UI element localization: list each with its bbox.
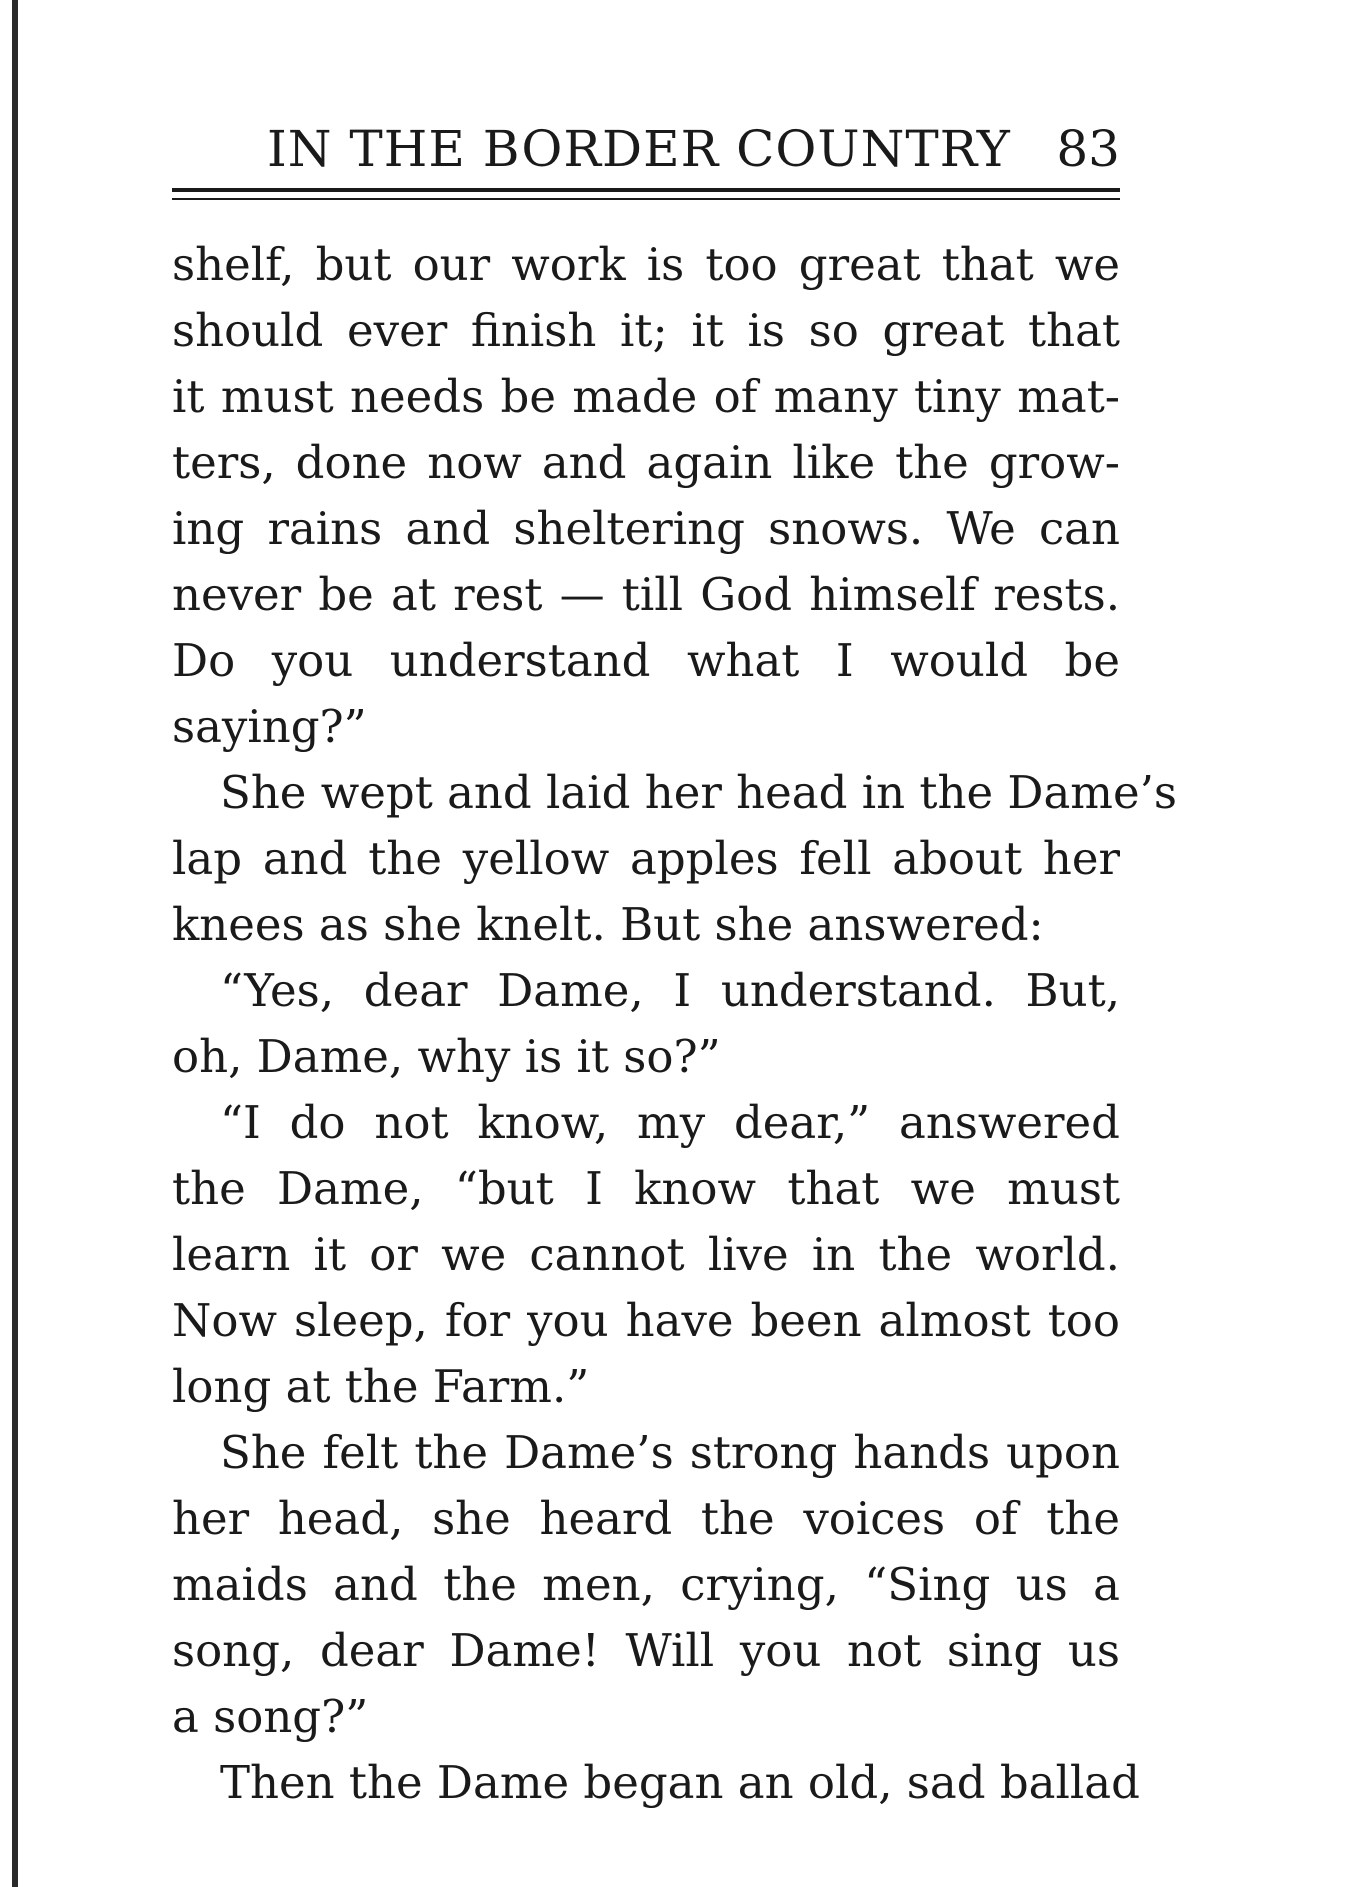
text-line: ters, done now and again like the grow-: [172, 436, 1120, 489]
text-line: a song?”: [172, 1690, 369, 1743]
text-line: shelf, but our work is too great that we: [172, 238, 1120, 291]
text-line: Now sleep, for you have been almost too: [172, 1294, 1120, 1347]
page-number: 83: [1056, 120, 1120, 178]
text-line: song, dear Dame! Will you not sing us: [172, 1624, 1120, 1677]
text-line: Do you understand what I would be: [172, 634, 1120, 687]
text-line: the Dame, “but I know that we must: [172, 1162, 1120, 1215]
text-line: it must needs be made of many tiny mat-: [172, 370, 1120, 423]
header-rule-thick: [172, 188, 1120, 192]
text-line: Then the Dame began an old, sad ballad: [220, 1756, 1140, 1809]
text-line: “Yes, dear Dame, I understand. But,: [220, 964, 1120, 1017]
body-text: [172, 232, 1177, 1816]
text-line: learn it or we cannot live in the world.: [172, 1228, 1120, 1281]
header-rule-thin: [172, 198, 1120, 200]
text-line: “I do not know, my dear,” answered: [220, 1096, 1120, 1149]
text-line: saying?”: [172, 700, 367, 753]
text-line: knees as she knelt. But she answered:: [172, 898, 1044, 951]
text-line: oh, Dame, why is it so?”: [172, 1030, 721, 1083]
text-line: maids and the men, crying, “Sing us a: [172, 1558, 1120, 1611]
text-line: ing rains and sheltering snows. We can: [172, 502, 1120, 555]
text-line: long at the Farm.”: [172, 1360, 590, 1413]
text-line: She wept and laid her head in the Dame’s: [220, 766, 1177, 819]
text-line: She felt the Dame’s strong hands upon: [220, 1426, 1120, 1479]
page-header: [172, 112, 1120, 196]
text-line: should ever finish it; it is so great that: [172, 304, 1120, 357]
page-binding-edge: [12, 0, 18, 1887]
text-line: lap and the yellow apples fell about her: [172, 832, 1120, 885]
text-line: her head, she heard the voices of the: [172, 1492, 1120, 1545]
text-line: never be at rest — till God himself rests.: [172, 568, 1120, 621]
running-title: IN THE BORDER COUNTRY: [267, 120, 1011, 178]
